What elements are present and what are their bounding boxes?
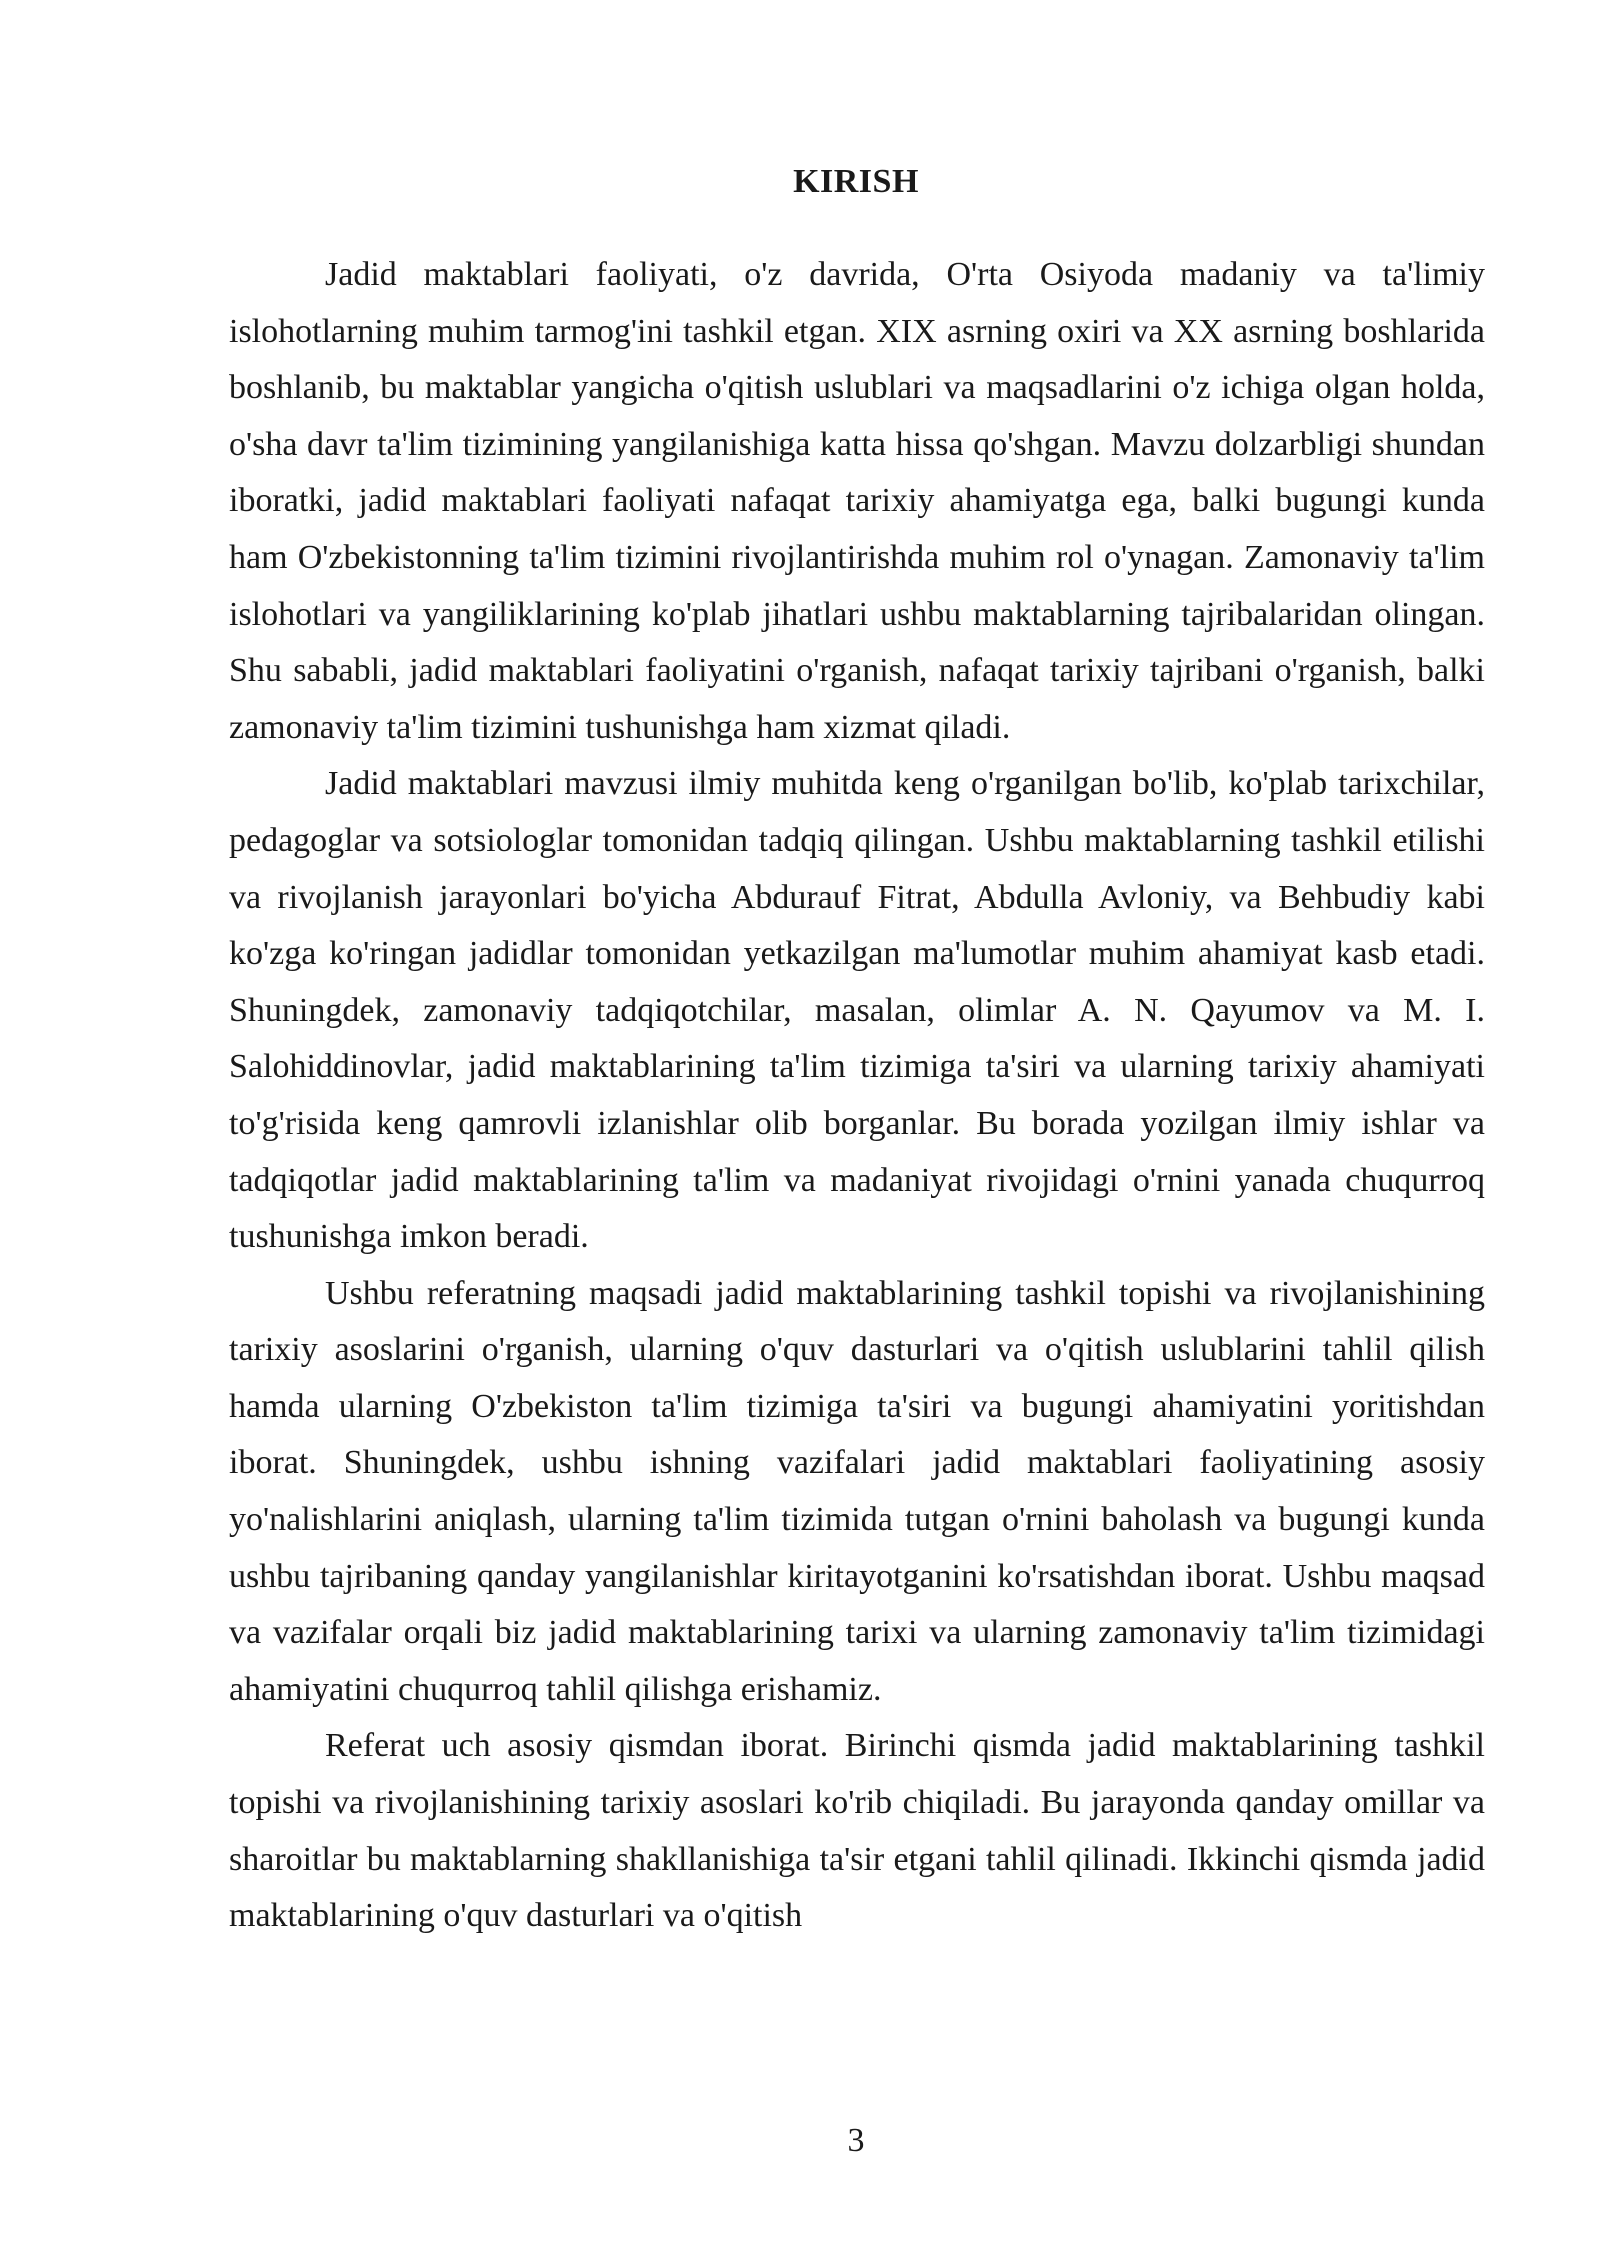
paragraph-1: Jadid maktablari faoliyati, o'z davrida, O'rta Osiyoda madaniy va ta'limiy islohotlarning muhim tarmog'ini tashkil etgan. XIX asrning oxiri va XX asrning boshlarida boshlanib, bu maktablar yangicha o'qitish uslublari va maqsadlarini o'z ichiga olgan holda, o'sha davr ta'lim tizimining yangilanishiga katta hissa qo'shgan. Mavzu dolzarbligi shundan iboratki, jadid maktablari faoliyati nafaqat tarixiy ahamiyatga ega, balki bugungi kunda ham O'zbekistonning ta'lim tizimini rivojlantirishda muhim rol o'ynagan. Zamonaviy ta'lim islohotlari va yangiliklarining ko'plab jihatlari ushbu maktablarning tajribalaridan olingan. Shu sababli, jadid maktablari faoliyatini o'rganish, nafaqat tarixiy tajribani o'rganish, balki zamonaviy ta'lim tizimini tushunishga ham xizmat qiladi. bbox=[229, 256, 1485, 746]
page-number: 3 bbox=[847, 2122, 865, 2159]
document-body bbox=[229, 247, 1485, 1945]
paragraph-2: Jadid maktablari mavzusi ilmiy muhitda keng o'rganilgan bo'lib, ko'plab tarixchilar, pedagoglar va sotsiologlar tomonidan tadqiq qilingan. Ushbu maktablarning tashkil etilishi va rivojlanish jarayonlari bo'yicha Abdurauf Fitrat, Abdulla Avloniy, va Behbudiy kabi ko'zga ko'ringan jadidlar tomonidan yetkazilgan ma'lumotlar muhim ahamiyat kasb etadi. Shuningdek, zamonaviy tadqiqotchilar, masalan, olimlar A. N. Qayumov va M. I. Salohiddinovlar, jadid maktablarining ta'lim tizimiga ta'siri va ularning tarixiy ahamiyati to'g'risida keng qamrovli izlanishlar olib borganlar. Bu borada yozilgan ilmiy ishlar va tadqiqotlar jadid maktablarining ta'lim va madaniyat rivojidagi o'rnini yanada chuqurroq tushunishga imkon beradi. bbox=[229, 765, 1485, 1256]
paragraph-3: Ushbu referatning maqsadi jadid maktablarining tashkil topishi va rivojlanishining tarixiy asoslarini o'rganish, ularning o'quv dasturlari va o'qitish uslublarini tahlil qilish hamda ularning O'zbekiston ta'lim tizimiga ta'siri va bugungi ahamiyatini yoritishdan iborat. Shuningdek, ushbu ishning vazifalari jadid maktablari faoliyatining asosiy yo'nalishlarini aniqlash, ularning ta'lim tizimida tutgan o'rnini baholash va bugungi kunda ushbu tajribaning qanday yangilanishlar kiritayotganini ko'rsatishdan iborat. Ushbu maqsad va vazifalar orqali biz jadid maktablarining tarixi va ularning zamonaviy ta'lim tizimidagi ahamiyatini chuqurroq tahlil qilishga erishamiz. bbox=[229, 1274, 1485, 1708]
page-title: KIRISH bbox=[793, 163, 919, 200]
paragraph-4: Referat uch asosiy qismdan iborat. Birinchi qismda jadid maktablarining tashkil topishi va rivojlanishining tarixiy asoslari ko'rib chiqiladi. Bu jarayonda qanday omillar va sharoitlar bu maktablarning shakllanishiga ta'sir etgani tahlil qilinadi. Ikkinchi qismda jadid maktablarining o'quv dasturlari va o'qitish bbox=[229, 1727, 1485, 1935]
